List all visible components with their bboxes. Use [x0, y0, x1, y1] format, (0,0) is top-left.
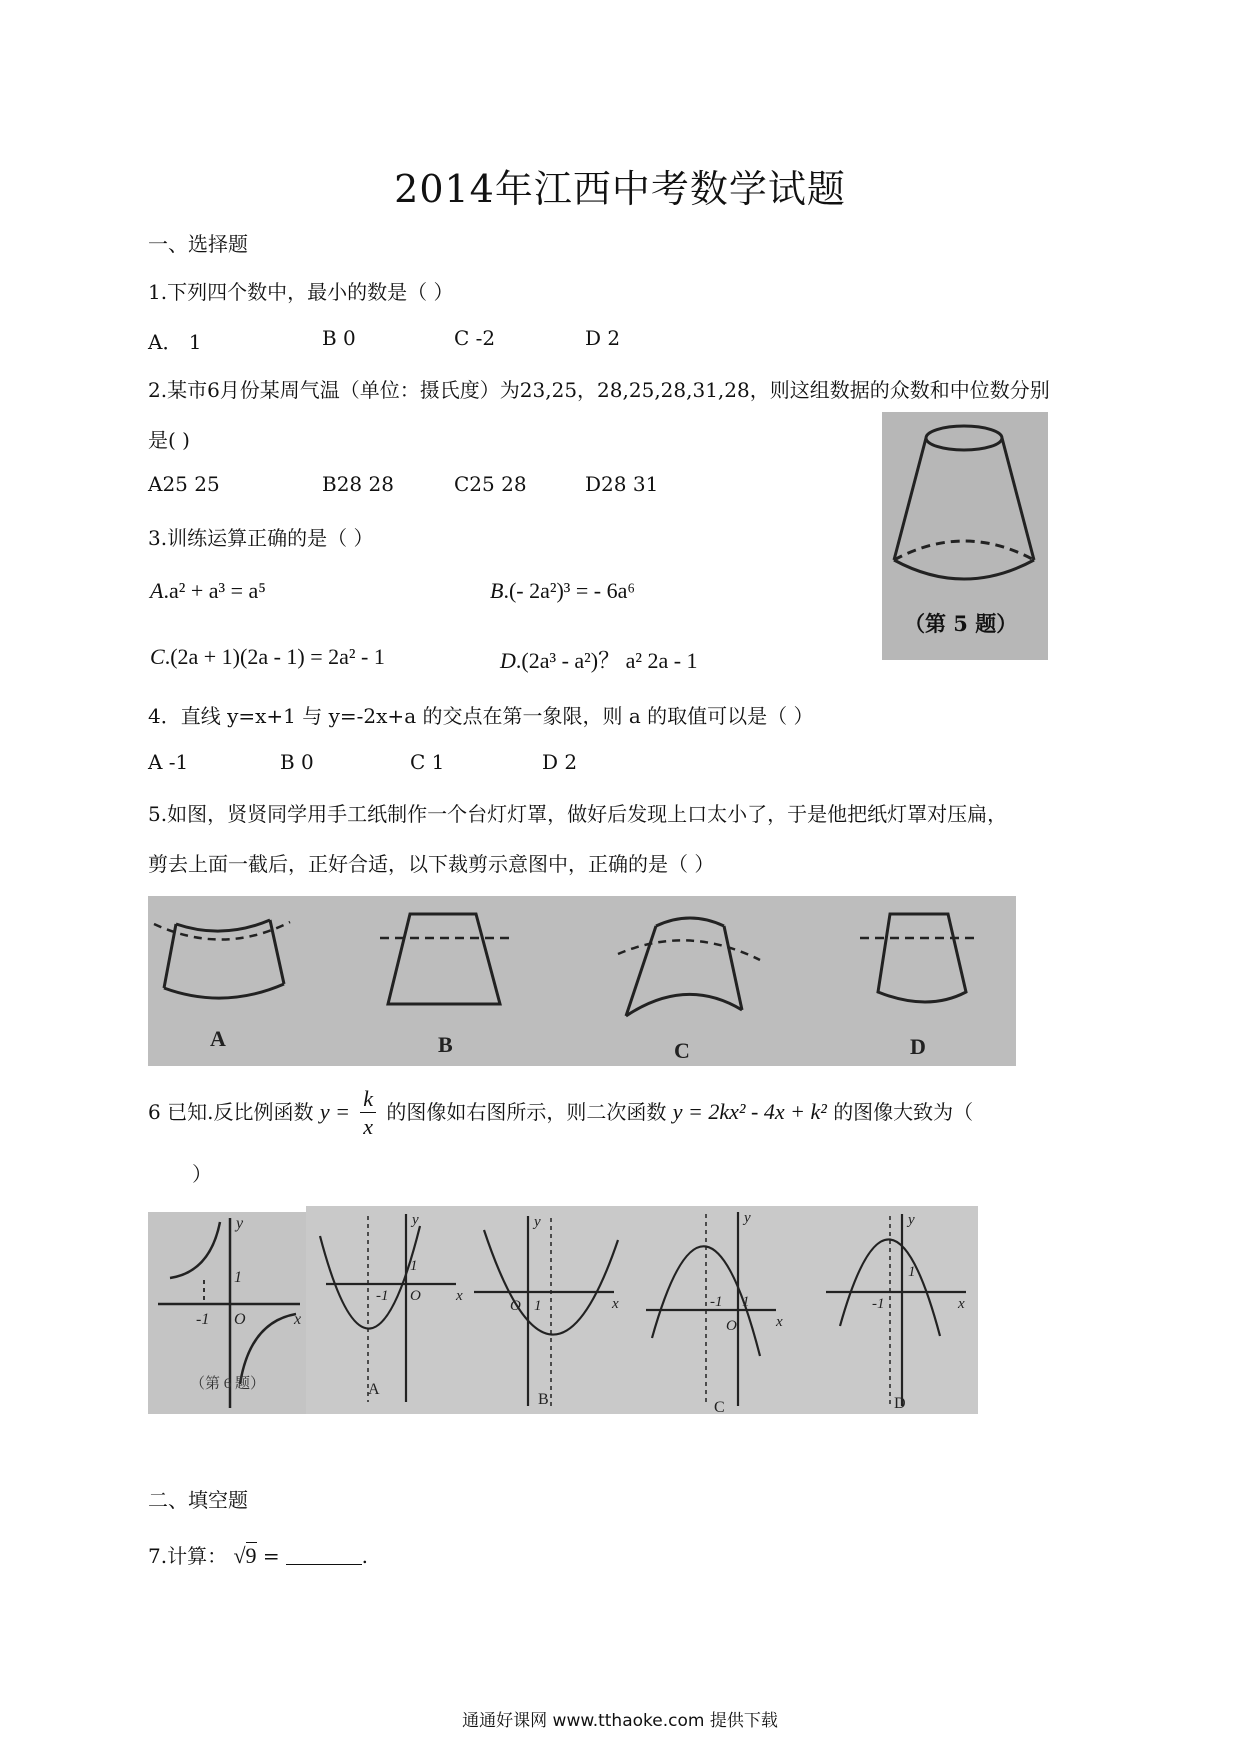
hyperbola-drawing	[148, 1212, 306, 1414]
optC-one: 1	[742, 1294, 750, 1310]
optB-origin: O	[510, 1298, 521, 1314]
section-fill-heading: 二、填空题	[148, 1488, 248, 1512]
fig6-one: 1	[234, 1269, 242, 1286]
optD-y: y	[908, 1212, 915, 1228]
fig6-y-label: y	[236, 1215, 244, 1232]
q4-option-c: C 1	[410, 750, 445, 774]
optB-y: y	[534, 1214, 541, 1230]
q4-option-b: B 0	[280, 750, 314, 774]
q3-option-d-expr: .(2a³ - a²)？ a² 2a - 1	[515, 648, 698, 673]
question-2-stem: 2.某市6月份某周气温（单位：摄氏度）为23,25，28,25,28,31,28，则这组数据的众数和中位数分别	[148, 378, 1050, 402]
q6-y-equals: y =	[319, 1099, 350, 1124]
q1-option-c: C -2	[454, 326, 496, 350]
q3-option-c-expr: .(2a + 1)(2a - 1) = 2a² - 1	[164, 644, 385, 669]
q3-option-d-label: D	[500, 648, 516, 673]
q6-prefix: 6 已知.反比例函数	[148, 1100, 314, 1124]
fig6-x-label: x	[294, 1311, 302, 1328]
optB-one: 1	[534, 1298, 542, 1314]
optD-one: 1	[908, 1264, 916, 1280]
q3-option-b-label: B	[490, 578, 504, 603]
fig6-neg-one: -1	[196, 1311, 210, 1328]
optC-origin: O	[726, 1318, 737, 1334]
q1-option-b: B 0	[322, 326, 356, 350]
q6-mid: 的图像如右图所示，则二次函数	[386, 1100, 667, 1124]
q6-options-drawing	[306, 1206, 978, 1414]
optC-y: y	[744, 1210, 751, 1226]
optA-y: y	[412, 1212, 419, 1228]
question-5-stem-cont: 剪去上面一截后，正好合适，以下裁剪示意图中，正确的是（ ）	[148, 852, 715, 876]
q5-label-d: D	[910, 1034, 926, 1059]
q5-label-b: B	[438, 1032, 453, 1057]
q2-option-c: C25 28	[454, 472, 527, 496]
lampshade-figure	[882, 412, 1048, 660]
q7-prefix: 7.计算：	[148, 1544, 228, 1568]
q7-answer-blank[interactable]	[286, 1546, 362, 1565]
q2-option-b: B28 28	[322, 472, 394, 496]
optC-x: x	[776, 1314, 783, 1330]
optA-origin: O	[410, 1288, 421, 1304]
q1-option-a: A． 1	[148, 330, 202, 354]
q6-suffix: 的图像大致为（	[833, 1100, 974, 1124]
section-choice-heading: 一、选择题	[148, 232, 248, 256]
q1-option-d: D 2	[585, 326, 621, 350]
question-3-stem: 3.训练运算正确的是（ ）	[148, 526, 374, 550]
optB-x: x	[612, 1296, 619, 1312]
q3-option-a-label: A	[150, 578, 164, 603]
figure-6-caption: （第 6 题）	[190, 1376, 266, 1392]
q3-option-c-label: C	[150, 644, 165, 669]
q3-option-b	[490, 578, 635, 604]
question-5-stem: 5.如图，贤贤同学用手工纸制作一个台灯灯罩，做好后发现上口太小了，于是他把纸灯罩对压扁，	[148, 802, 1008, 826]
optD-neg-one: -1	[872, 1296, 885, 1312]
footer-source: 通通好课网 www.tthaoke.com 提供下载	[462, 1711, 778, 1731]
q7-equals: =	[262, 1544, 280, 1568]
q6-fraction	[360, 1086, 376, 1141]
q3-option-b-expr: .(- 2a²)³ = - 6a⁶	[503, 578, 636, 603]
q3-option-a	[150, 578, 266, 604]
q5-options-drawing	[148, 896, 1016, 1066]
optA-one: 1	[410, 1258, 418, 1274]
q2-option-a: A25 25	[148, 472, 220, 496]
q2-option-d: D28 31	[585, 472, 659, 496]
fig6-origin: O	[234, 1311, 246, 1328]
figure-5-caption: （第 5 题）	[904, 611, 1018, 636]
q7-radicand: 9	[245, 1543, 257, 1568]
q6-frac-num: k	[360, 1086, 376, 1113]
q6-frac-den: x	[363, 1114, 374, 1139]
question-6-stem	[148, 1086, 973, 1141]
optA-x: x	[456, 1288, 463, 1304]
optA-neg-one: -1	[376, 1288, 389, 1304]
question-6-close: ）	[192, 1162, 212, 1186]
q6-label-d: D	[894, 1395, 906, 1412]
q4-option-d: D 2	[542, 750, 578, 774]
q4-option-a: A -1	[148, 750, 189, 774]
q5-label-a: A	[210, 1026, 226, 1051]
q6-options-figure	[306, 1206, 978, 1414]
q3-option-d	[500, 644, 698, 675]
q6-quadratic: y = 2kx² - 4x + k²	[672, 1099, 827, 1124]
q7-end: .	[361, 1544, 369, 1568]
q5-label-c: C	[674, 1038, 690, 1063]
q3-option-c	[150, 644, 385, 670]
q6-label-a: A	[368, 1381, 380, 1398]
q6-label-c: C	[714, 1399, 725, 1414]
q3-option-a-expr: .a² + a³ = a⁵	[163, 578, 266, 603]
q7-sqrt: √9	[233, 1543, 257, 1568]
q5-options-figure	[148, 896, 1016, 1066]
question-2-stem-cont: 是( )	[148, 428, 190, 452]
q6-label-b: B	[538, 1391, 549, 1408]
optD-x: x	[958, 1296, 965, 1312]
optC-neg-one: -1	[710, 1294, 723, 1310]
question-7	[148, 1540, 368, 1569]
page-title: 2014年江西中考数学试题	[394, 167, 846, 211]
question-4-stem: 4．直线 y=x+1 与 y=-2x+a 的交点在第一象限，则 a 的取值可以是（ ）	[148, 704, 814, 728]
figure-6-hyperbola	[148, 1212, 306, 1414]
question-1-stem: 1.下列四个数中，最小的数是（ ）	[148, 280, 454, 304]
